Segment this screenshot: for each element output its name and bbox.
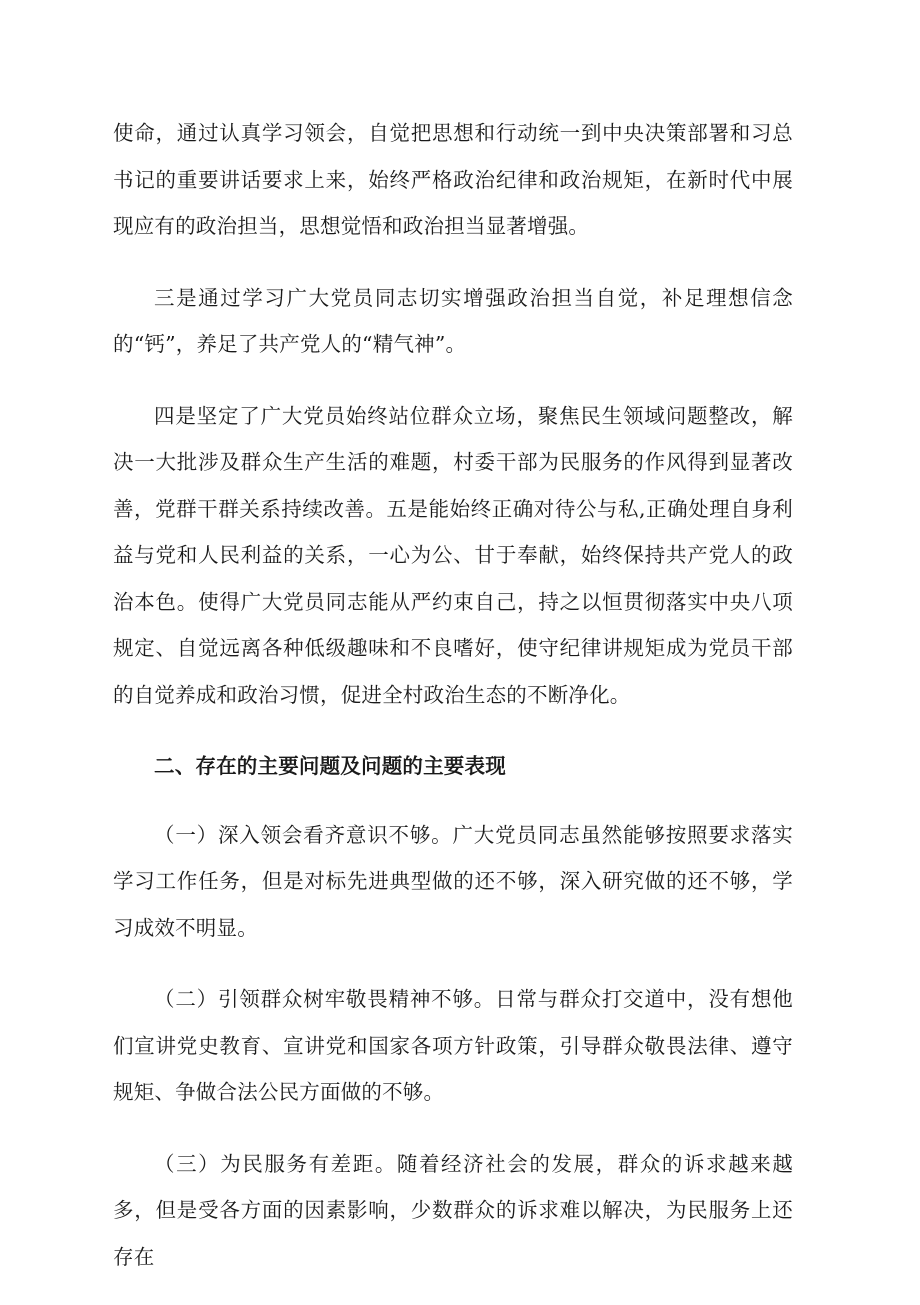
paragraph-point-four-five: 四是坚定了广大党员始终站位群众立场，聚焦民生领域问题整改，解决一大批涉及群众生产生活的难题，村委干部为民服务的作风得到显著改善，党群干群关系持续改善。五是能始终正确对待公与私,正确处理自身利益与党和人民利益的关系，一心为公、甘于奉献，始终保持共产党人的政治本色。使得广大党员同志能从严约束自己，持之以恒贯彻落实中央八项规定、自觉远离各种低级趣味和不良嗜好，使守纪律讲规矩成为党员干部的自觉养成和政治习惯，促进全村政治生态的不断净化。 [113,403,793,707]
paragraph-issue-two: （二）引领群众树牢敬畏精神不够。日常与群众打交道中，没有想他们宣讲党史教育、宣讲党和国家各项方针政策，引导群众敬畏法律、遵守规矩、争做合法公民方面做的不够。 [113,987,793,1104]
paragraph-issue-one: （一）深入领会看齐意识不够。广大党员同志虽然能够按照要求落实学习工作任务，但是对标先进典型做的还不够，深入研究做的还不够，学习成效不明显。 [113,822,793,940]
paragraph-point-three: 三是通过学习广大党员同志切实增强政治担当自觉，补足理想信念的“钙”，养足了共产党人的“精气神”。 [113,285,793,356]
paragraph-continuation: 使命，通过认真学习领会，自觉把思想和行动统一到中央决策部署和习总书记的重要讲话要求上来，始终严格政治纪律和政治规矩，在新时代中展现应有的政治担当，思想觉悟和政治担当显著增强。 [113,121,793,238]
section-heading: 二、存在的主要问题及问题的主要表现 [154,754,506,778]
document-body [113,110,793,1305]
paragraph-issue-three: （三）为民服务有差距。随着经济社会的发展，群众的诉求越来越多，但是受各方面的因素影响，少数群众的诉求难以解决，为民服务上还存在 [113,1151,793,1269]
